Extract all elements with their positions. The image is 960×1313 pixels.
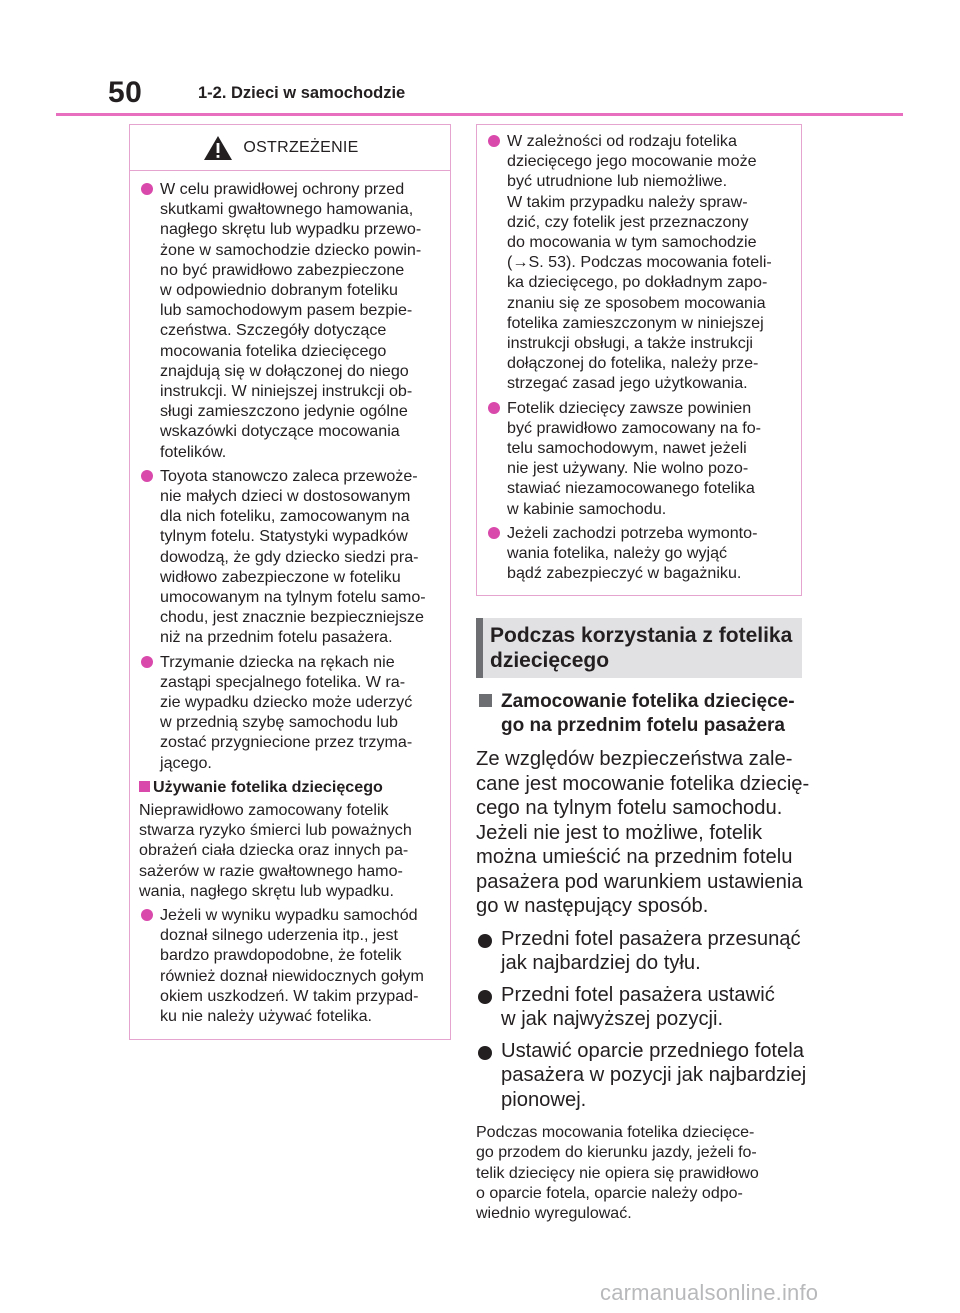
text-line: nagłego skrętu lub wypadku przewo- xyxy=(160,220,422,239)
text-line: w jak najwyższej pozycji. xyxy=(501,1008,724,1030)
warning-body xyxy=(130,171,450,1026)
text-line: W celu prawidłowej ochrony przed xyxy=(160,180,405,198)
warning-box xyxy=(129,124,451,1040)
text-line: w odpowiednio dobranym foteliku xyxy=(160,281,398,300)
text-line: go przodem do kierunku jazdy, jeżeli fo- xyxy=(476,1144,757,1162)
page-reference-line: (→S. 53). Podczas mocowania foteli- xyxy=(507,253,772,272)
text-line: zostać przygniecione przez trzyma- xyxy=(160,733,413,752)
info-bullet xyxy=(488,398,793,519)
info-bullet xyxy=(488,131,793,394)
text-line: widłowo zabezpieczone w foteliku xyxy=(160,567,401,586)
step-item xyxy=(476,1039,806,1113)
text-line: wiednio wyregulować. xyxy=(476,1205,632,1223)
text-line: bardzo prawdopodobne, że fotelik xyxy=(160,946,402,965)
text-line: jącego. xyxy=(160,753,212,772)
text-line: cego na tylnym fotelu samochodu. xyxy=(476,797,783,819)
text-line: zastąpi specjalnego fotelika. W ra- xyxy=(160,672,406,691)
text-line: Ze względów bezpieczeństwa zale- xyxy=(476,748,793,770)
text-line: znaniu się ze sposobem mocowania xyxy=(507,293,766,312)
text-line: instrukcji. W niniejszej instrukcji ob- xyxy=(160,382,413,401)
text-line: obrażeń ciała dziecka oraz innych pa- xyxy=(139,841,409,860)
text-line: w kabinie samochodu. xyxy=(507,499,667,518)
section-body xyxy=(476,690,810,1224)
text-line: bądź zabezpieczyć w bagażniku. xyxy=(507,564,742,583)
text-line: niż na przednim fotelu pasażera. xyxy=(160,628,393,647)
warning-header xyxy=(130,125,450,171)
text-line: wania fotelika, należy go wyjąć xyxy=(507,544,728,563)
header-rule xyxy=(56,113,903,116)
text-line: również doznał niewidocznych gołym xyxy=(160,966,424,985)
text-line: tylnym fotelu. Statystyki wypadków xyxy=(160,527,408,546)
warning-subheading: Używanie fotelika dziecięcego xyxy=(139,777,442,797)
info-box xyxy=(476,124,802,596)
text-line: znajdują się w dołączonej do niego xyxy=(160,361,409,380)
text-line: sażerów w razie gwałtownego hamo- xyxy=(139,861,403,880)
text-line: ka dziecięcego, po dokładnym zapo- xyxy=(507,273,768,292)
text-line: można umieścić na przednim fotelu xyxy=(476,846,793,868)
text-line: strzegać zasad jego użytkowania. xyxy=(507,374,748,393)
text-line: lub samochodowym pasem bezpie- xyxy=(160,301,413,320)
section-title: 1-2. Dzieci w samochodzie xyxy=(198,84,406,102)
text-line: Nieprawidłowo zamocowany fotelik xyxy=(139,800,389,819)
text-line: doznał silnego uderzenia itp., jest xyxy=(160,926,398,945)
heading-line: Zamocowanie fotelika dziecięce- xyxy=(501,691,795,712)
text-line: dzić, czy fotelik jest przeznaczony xyxy=(507,212,749,231)
info-body xyxy=(477,125,801,583)
text-line: dziecięcego jego mocowanie może xyxy=(507,152,757,171)
text-line: żone w samochodzie dziecko powin- xyxy=(160,240,422,259)
text-line: nie małych dzieci w dostosowanym xyxy=(160,487,411,506)
text-line: wania, nagłego skrętu lub wypadku. xyxy=(139,881,394,900)
warning-bullet xyxy=(141,179,442,462)
text-line: okiem uszkodzeń. W takim przypad- xyxy=(160,986,419,1005)
heading-line: go na przednim fotelu pasażera xyxy=(501,715,785,736)
warning-triangle-icon xyxy=(203,135,233,161)
warning-bullet xyxy=(141,652,442,773)
info-bullet xyxy=(488,523,793,584)
text-line: być utrudnione lub niemożliwe. xyxy=(507,172,728,191)
text-line: go w następujący sposób. xyxy=(476,895,709,917)
text-line: jak najbardziej do tyłu. xyxy=(501,952,701,974)
note-paragraph xyxy=(476,1123,806,1224)
subsection-heading xyxy=(476,690,806,738)
text-line: pasażera w pozycji jak najbardziej xyxy=(501,1064,807,1086)
heading-line: Podczas korzystania z fotelika xyxy=(490,624,793,647)
step-item xyxy=(476,983,806,1032)
text-line: w przednią szybę samochodu lub xyxy=(160,713,398,732)
heading-line: dziecięcego xyxy=(490,649,610,672)
text-line: pasażera pod warunkiem ustawienia xyxy=(476,870,803,893)
text-line: umocowanym na tylnym fotelu samo- xyxy=(160,588,426,607)
text-line: skutkami gwałtownego hamowania, xyxy=(160,200,414,219)
text-line: Jeżeli nie jest to możliwe, fotelik xyxy=(476,821,763,844)
text-line: mocowania fotelika dziecięcego xyxy=(160,341,387,360)
page-number: 50 xyxy=(108,76,143,109)
text-line: W takim przypadku należy spraw- xyxy=(507,192,748,211)
text-line: telu samochodowym, nawet jeżeli xyxy=(507,439,747,458)
text-line: dla nich foteliku, zamocowanym na xyxy=(160,507,410,526)
warning-paragraph xyxy=(139,800,442,901)
warning-bullet xyxy=(141,466,442,648)
text-line: Toyota stanowczo zaleca przewoże- xyxy=(160,466,418,485)
text-line: stwarza ryzyko śmierci lub poważnych xyxy=(139,821,412,840)
text-line: instrukcji obsługi, a także instrukcji xyxy=(507,334,753,353)
section-heading xyxy=(476,618,802,678)
text-line: fotelików. xyxy=(160,442,227,461)
warning-bullet xyxy=(141,905,442,1026)
text-line: chodu, jest znacznie bezpieczniejsze xyxy=(160,608,424,627)
text-line: dołączonej do fotelika, należy prze- xyxy=(507,354,759,373)
text-line: dowodzą, że gdy dziecko siedzi pra- xyxy=(160,547,419,566)
text-line: ku nie należy używać fotelika. xyxy=(160,1006,373,1025)
step-item xyxy=(476,927,806,976)
text-line: Przedni fotel pasażera przesunąć xyxy=(501,927,801,950)
text-line: no być prawidłowo zabezpieczone xyxy=(160,260,405,279)
text-line: nie jest używany. Nie wolno pozo- xyxy=(507,459,749,478)
text-line: fotelika zamieszczonym w niniejszej xyxy=(507,313,764,332)
text-line: Przedni fotel pasażera ustawić xyxy=(501,983,775,1006)
text-line: cane jest mocowanie fotelika dziecię- xyxy=(476,772,810,795)
warning-title: OSTRZEŻENIE xyxy=(243,138,359,156)
text-line: Jeżeli w wyniku wypadku samochód xyxy=(160,905,418,924)
watermark: carmanualsonline.info xyxy=(600,1280,819,1305)
text-line: być prawidłowo zamocowany na fo- xyxy=(507,418,762,437)
text-line: wskazówki dotyczące mocowania xyxy=(160,422,400,441)
text-line: Fotelik dziecięcy zawsze powinien xyxy=(507,398,752,417)
text-line: telik dziecięcy nie opiera się prawidłowo xyxy=(476,1164,759,1182)
intro-paragraph xyxy=(476,747,810,919)
text-line: Jeżeli zachodzi potrzeba wymonto- xyxy=(507,523,758,542)
text-line: do mocowania w tym samochodzie xyxy=(507,233,757,252)
text-line: pionowej. xyxy=(501,1088,587,1111)
steps-list xyxy=(476,927,806,1113)
text-line: Podczas mocowania fotelika dziecięce- xyxy=(476,1124,755,1141)
text-line: Ustawić oparcie przedniego fotela xyxy=(501,1039,804,1062)
text-line: czeństwa. Szczegóły dotyczące xyxy=(160,321,387,340)
text-line: sługi zamieszczono jedynie ogólne xyxy=(160,402,408,421)
text-line: Trzymanie dziecka na rękach nie xyxy=(160,652,395,671)
text-line: stawiać niezamocowanego fotelika xyxy=(507,479,755,498)
text-line: o oparcie fotela, oparcie należy odpo- xyxy=(476,1184,743,1202)
text-line: zie wypadku dziecko może uderzyć xyxy=(160,693,413,712)
text-line: W zależności od rodzaju fotelika xyxy=(507,132,737,150)
